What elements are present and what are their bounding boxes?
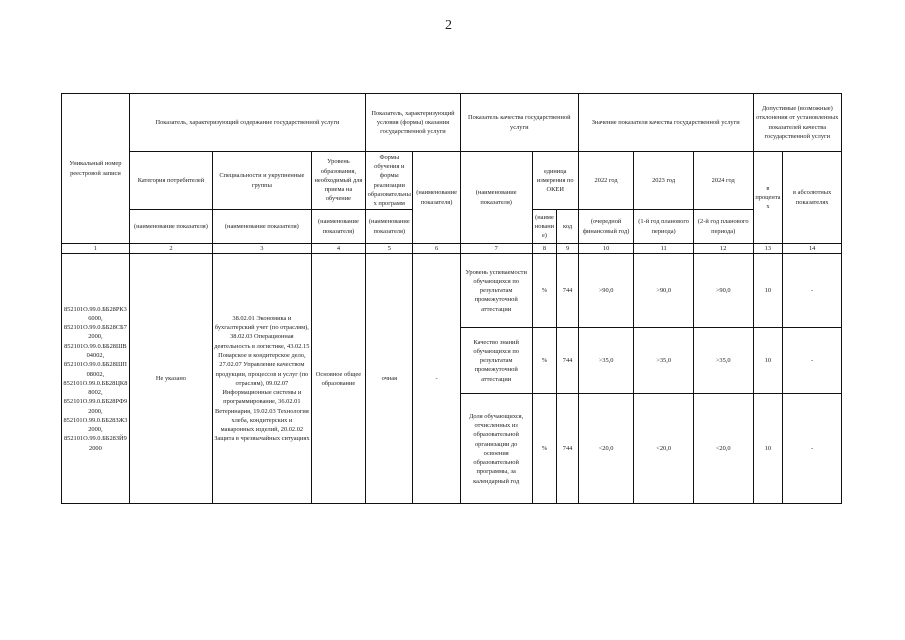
- header-indicator-name: (наименование показателя): [460, 152, 532, 244]
- value-2023: >90,0: [634, 254, 694, 328]
- header-conditions-indicator: Показатель, характеризующий условия (формы) оказания государственной услуги: [366, 94, 461, 152]
- header-absolute: в абсолютных показателях: [783, 152, 842, 244]
- unit-code-value: 744: [557, 254, 579, 328]
- column-number: 5: [366, 244, 413, 254]
- header-sub-level: (наименование показателя): [311, 210, 365, 244]
- value-2023: >35,0: [634, 328, 694, 394]
- column-number: 7: [460, 244, 532, 254]
- indicator-name: Доля обучающихся, отчисленных из образовательной организации до освоения образовательной программы, за календарный год: [460, 394, 532, 504]
- unit-value: %: [532, 328, 557, 394]
- column-number: 9: [557, 244, 579, 254]
- header-sub-category: (наименование показателя): [129, 210, 212, 244]
- registry-numbers: 852101О.99.0.ББ28РК36000, 852101О.99.0.ББ28СБ72000, 852101О.99.0.ББ28ШВ04002, 852101О.99.0.ББ28ШП08002, 852101О.99.0.ББ28ЦК88002, 852101О.99.0.ББ28РФ92000, 852101О.99.0.ББ28ЗЖ32000, 852101О.99.0.ББ28ЗЙ92000: [62, 254, 130, 504]
- column-number: 11: [634, 244, 694, 254]
- header-quality-value: Значение показателя качества государственной услуги: [578, 94, 753, 152]
- header-unit-okei: единица измерения по ОКЕИ: [532, 152, 578, 210]
- unit-code-value: 744: [557, 394, 579, 504]
- header-allowed-deviation: Допустимые (возможные) отклонения от установленных показателей качества государственной услуги: [753, 94, 841, 152]
- unit-value: %: [532, 394, 557, 504]
- header-percent: в процентах: [753, 152, 783, 244]
- header-year-2023: 2023 год: [634, 152, 694, 210]
- header-fin-year-second: (2-й год планового периода): [693, 210, 753, 244]
- form-value: очная: [366, 254, 413, 504]
- column-number: 6: [413, 244, 460, 254]
- deviation-absolute: -: [783, 328, 842, 394]
- header-unique-number: Уникальный номер реестровой записи: [62, 94, 130, 244]
- unit-code-value: 744: [557, 328, 579, 394]
- column-number: 10: [578, 244, 633, 254]
- header-specialties: Специальности и укрупненные группы: [213, 152, 312, 210]
- header-unit-name: (наименование): [532, 210, 557, 244]
- header-fin-year-current: (очередной финансовый год): [578, 210, 633, 244]
- education-level-value: Основное общее образование: [311, 254, 365, 504]
- column-number: 2: [129, 244, 212, 254]
- value-2024: >35,0: [693, 328, 753, 394]
- page-number: 2: [445, 18, 452, 33]
- indicator-name: Уровень успеваемости обучающихся по результатам промежуточной аттестации: [460, 254, 532, 328]
- header-consumer-category: Категория потребителей: [129, 152, 212, 210]
- value-2022: <20,0: [578, 394, 633, 504]
- consumer-category-value: Не указано: [129, 254, 212, 504]
- specialties-value: 38.02.01 Экономика и бухгалтерский учет (по отраслям), 38.02.03 Операционная деятельность в логистике, 43.02.15 Поварское и кондитерское дело, 27.02.07 Управление качеством продукции, процессов и услуг (по отраслям), 09.02.07 Информационные системы и программирование, 36.02.01 Ветеринария, 19.02.03 Технология хлеба, кондитерских и макаронных изделий, 20.02.02 Защита в чрезвычайных ситуациях: [213, 254, 312, 504]
- value-2023: <20,0: [634, 394, 694, 504]
- table-row: [62, 254, 842, 328]
- unit-value: %: [532, 254, 557, 328]
- header-row-2: [62, 152, 842, 210]
- deviation-absolute: -: [783, 394, 842, 504]
- column-number: 12: [693, 244, 753, 254]
- deviation-percent: 10: [753, 328, 783, 394]
- col6-value: -: [413, 254, 460, 504]
- indicator-name: Качество знаний обучающихся по результатам промежуточной аттестации: [460, 328, 532, 394]
- header-content-indicator: Показатель, характеризующий содержание государственной услуги: [129, 94, 365, 152]
- deviation-absolute: -: [783, 254, 842, 328]
- value-2022: >35,0: [578, 328, 633, 394]
- header-row-1: [62, 94, 842, 152]
- column-number: 4: [311, 244, 365, 254]
- header-fin-year-first: (1-й год планового периода): [634, 210, 694, 244]
- header-unnamed: (наименование показателя): [413, 152, 460, 244]
- header-forms: Формы обучения и формы реализации образовательных программ: [366, 152, 413, 210]
- header-education-level: Уровень образования, необходимый для приема на обучение: [311, 152, 365, 210]
- header-unit-code: код: [557, 210, 579, 244]
- deviation-percent: 10: [753, 254, 783, 328]
- value-2022: >90,0: [578, 254, 633, 328]
- header-quality-indicator: Показатель качества государственной услуги: [460, 94, 578, 152]
- value-2024: <20,0: [693, 394, 753, 504]
- deviation-percent: 10: [753, 394, 783, 504]
- header-year-2022: 2022 год: [578, 152, 633, 210]
- column-number: 14: [783, 244, 842, 254]
- header-sub-forms: (наименование показателя): [366, 210, 413, 244]
- column-number-row: [62, 244, 842, 254]
- header-year-2024: 2024 год: [693, 152, 753, 210]
- column-number: 13: [753, 244, 783, 254]
- value-2024: >90,0: [693, 254, 753, 328]
- column-number: 3: [213, 244, 312, 254]
- quality-indicators-table: [61, 93, 842, 504]
- header-sub-specialties: (наименование показателя): [213, 210, 312, 244]
- column-number: 8: [532, 244, 557, 254]
- column-number: 1: [62, 244, 130, 254]
